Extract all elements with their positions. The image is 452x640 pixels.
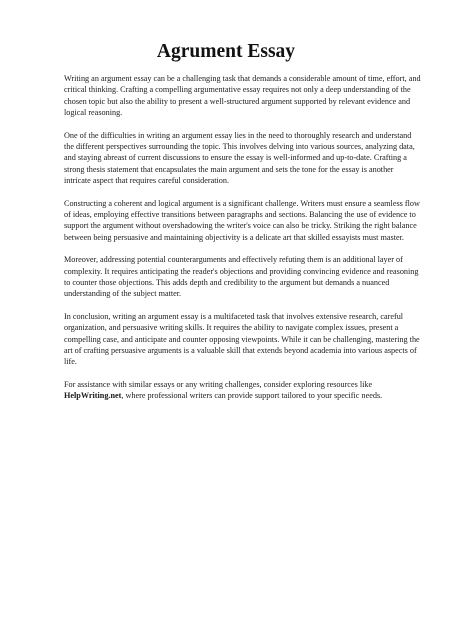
document-title: Agrument Essay (156, 41, 296, 62)
paragraph-construction: Constructing a coherent and logical argument is a significant challenge. Writers must ensure a seamless flow of ideas, employing effective transitions between paragraphs and sections. Balancing the use of evidence to support the argument without overshadowing the writer's voice can also be tricky. Striking the right balance between being persuasive and maintaining objectivity is a delicate art that skilled essayists must master. (64, 198, 420, 242)
closing-text-after: , where professional writers can provide support tailored to your specific needs. (121, 391, 383, 401)
paragraph-research: One of the difficulties in writing an argument essay lies in the need to thoroughly research and understand the different perspectives surrounding the topic. This involves delving into various sources, analyzing data, and staying abreast of current discussions to ensure the essay is well-informed and up-to-date. Crafting a strong thesis statement that encapsulates the main argument and sets the tone for the essay is another intricate aspect that requires careful consideration. (64, 130, 415, 186)
paragraph-closing (64, 379, 422, 402)
closing-text-before: For assistance with similar essays or any writing challenges, consider exploring resources like (64, 380, 373, 390)
paragraph-conclusion: In conclusion, writing an argument essay is a multifaceted task that involves extensive research, careful organization, and persuasive writing skills. It requires the ability to navigate complex issues, present a compelling case, and anticipate and counter opposing viewpoints. While it can be challenging, mastering the art of crafting persuasive arguments is a valuable skill that extends beyond academia into various aspects of life. (64, 312, 420, 367)
helpwriting-link[interactable]: HelpWriting.net (64, 391, 122, 401)
paragraph-intro: Writing an argument essay can be a challenging task that demands a considerable amount of time, effort, and critical thinking. Crafting a compelling argumentative essay requires not only a deep understanding of the chosen topic but also the ability to present a well-structured argument supported by relevant evidence and logical reasoning. (64, 74, 421, 118)
document-body (64, 73, 422, 413)
paragraph-counterarguments: Moreover, addressing potential counterarguments and effectively refuting them is an additional layer of complexity. It requires anticipating the reader's objections and providing convincing evidence and reasoning to counter those objections. This adds depth and credibility to the argument but demands a nuanced understanding of the subject matter. (64, 255, 419, 299)
